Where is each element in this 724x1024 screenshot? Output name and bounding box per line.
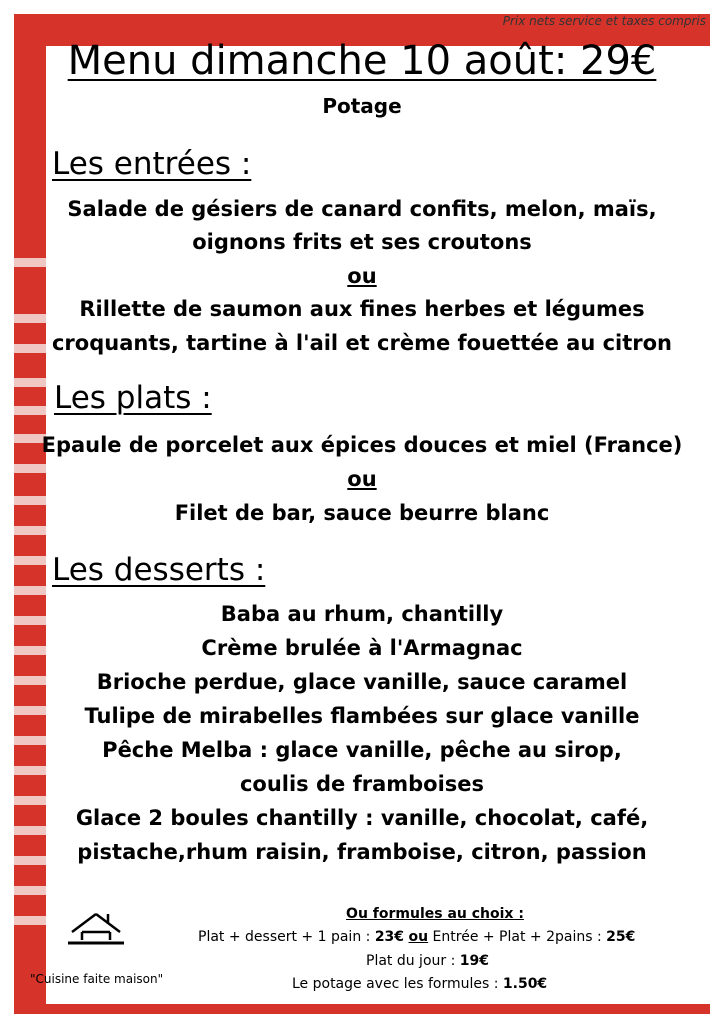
formule-price: 25€ bbox=[606, 929, 636, 945]
dessert-line: Tulipe de mirabelles flambées sur glace vanille bbox=[84, 704, 640, 728]
formule-text: Plat du jour : bbox=[366, 953, 460, 969]
dessert-line: Baba au rhum, chantilly bbox=[220, 602, 504, 626]
frame-stripe bbox=[14, 406, 46, 415]
formules-title: Ou formules au choix : bbox=[346, 906, 524, 922]
frame-stripe bbox=[14, 526, 46, 535]
or-separator: ou bbox=[408, 929, 429, 945]
formule-text: Plat + dessert + 1 pain : bbox=[198, 929, 375, 945]
potage-label: Potage bbox=[322, 94, 402, 118]
menu-title: Menu dimanche 10 août: 29€ bbox=[67, 38, 657, 84]
entree-line: croquants, tartine à l'ail et crème fouettée au citron bbox=[51, 331, 672, 355]
formule-price: 19€ bbox=[459, 953, 489, 969]
plats-heading: Les plats : bbox=[54, 380, 212, 416]
formule-text: Entrée + Plat + 2pains : bbox=[428, 929, 607, 945]
formule-line bbox=[366, 953, 489, 969]
plat-line: Epaule de porcelet aux épices douces et miel (France) bbox=[41, 433, 683, 457]
desserts-heading: Les desserts : bbox=[52, 552, 266, 588]
dessert-line: pistache,rhum raisin, framboise, citron, passion bbox=[77, 840, 647, 864]
entrees-heading: Les entrées : bbox=[52, 146, 252, 182]
entree-line: Salade de gésiers de canard confits, melon, maïs, bbox=[67, 197, 657, 221]
formule-line bbox=[198, 929, 635, 945]
formule-price: 1.50€ bbox=[502, 976, 548, 992]
homemade-label: "Cuisine faite maison" bbox=[30, 972, 164, 986]
frame-stripe bbox=[14, 796, 46, 805]
entree-line: oignons frits et ses croutons bbox=[192, 230, 532, 254]
dessert-line: coulis de framboises bbox=[239, 772, 485, 796]
or-separator: ou bbox=[347, 467, 377, 491]
frame-stripe bbox=[14, 586, 46, 595]
dessert-line: Pêche Melba : glace vanille, pêche au sirop, bbox=[102, 738, 622, 762]
plat-line: Filet de bar, sauce beurre blanc bbox=[174, 501, 550, 525]
formule-price: 23€ bbox=[374, 929, 405, 945]
frame-stripe bbox=[14, 378, 46, 387]
formule-line bbox=[292, 976, 547, 992]
formule-text: Le potage avec les formules : bbox=[292, 976, 503, 992]
frame-stripe bbox=[14, 886, 46, 895]
entree-line: Rillette de saumon aux fines herbes et légumes bbox=[79, 297, 645, 321]
price-note: Prix nets service et taxes compris bbox=[502, 14, 706, 28]
dessert-line: Glace 2 boules chantilly : vanille, chocolat, café, bbox=[75, 806, 649, 830]
dessert-line: Brioche perdue, glace vanille, sauce caramel bbox=[96, 670, 628, 694]
or-separator: ou bbox=[347, 264, 377, 288]
dessert-line: Crème brulée à l'Armagnac bbox=[201, 636, 523, 660]
frame-stripe bbox=[14, 556, 46, 565]
